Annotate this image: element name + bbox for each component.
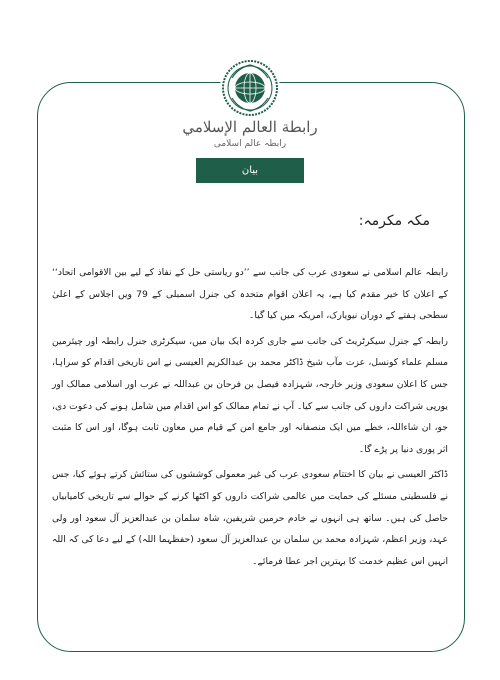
mwl-emblem-logo [220, 58, 280, 118]
paragraph-3: ڈاکٹر العیسی نے بیان کا اختتام سعودی عرب کی غیر معمولی کوششوں کی ستائش کرتے ہوئے کیا، جس نے فلسطینی مسئلے کی حمایت میں عالمی شراکت داروں کو اکٹھا کرنے کے حوالے سے تاریخی کامیابیاں حاصل کی ہیں۔ ساتھ ہی انہوں نے خادم حرمین شریفین، شاہ سلمان بن عبدالعزیز آل سعود اور ولی عہد، وزیر اعظم، شہزادہ محمد بن سلمان بن عبدالعزیز آل سعود (حفظہما اللہ) کے لیے دعا کی کہ اللہ انہیں اس عظیم خدمت کا بہترین اجر عطا فرمائے۔ [52, 469, 448, 567]
paragraph-1: رابطہ عالم اسلامی نے سعودی عرب کی جانب سے ’’دو ریاستی حل کے نفاذ کے لیے بین الاقوامی اتحاد‘‘ کے اعلان کا خیر مقدم کیا ہے، یہ اعلان اقوام متحدہ کی جنرل اسمبلی کے 79 ویں اجلاس کے اعلیٰ سطحی ہفتے کے دوران نیویارک، امریکہ میں کیا گیا۔ [52, 267, 449, 322]
dateline: مکہ مکرمہ: [358, 213, 430, 229]
statement-body [52, 262, 448, 576]
org-name-arabic: رابطة العالم الإسلامي [182, 118, 318, 136]
statement-badge: بیان [196, 158, 304, 183]
org-name-urdu: رابطہ عالم اسلامی [213, 139, 287, 149]
emblem-icon [220, 58, 280, 118]
paragraph-2: رابطہ کے جنرل سیکرٹریٹ کی جانب سے جاری کردہ ایک بیان میں، سیکرٹری جنرل رابطہ اور چیئرمین مسلم علماء کونسل، عزت مآب شیخ ڈاکٹر محمد بن عبدالکریم العیسی نے اس تاریخی اقدام کو سراہا، جس کا اعلان سعودی وزیر خارجہ، شہزادہ فیصل بن فرحان بن عبداللہ نے عرب اور اسلامی ممالک اور یورپی شراکت داروں کی جانب سے کیا۔ آپ نے تمام ممالک کو اس اقدام میں شامل ہونے کی دعوت دی، جو، ان شاءاللہ، خطے میں ایک منصفانہ اور جامع امن کے قیام میں معاون ثابت ہوگا، اور اس کا مثبت اثر پوری دنیا پر پڑے گا۔ [52, 335, 448, 455]
